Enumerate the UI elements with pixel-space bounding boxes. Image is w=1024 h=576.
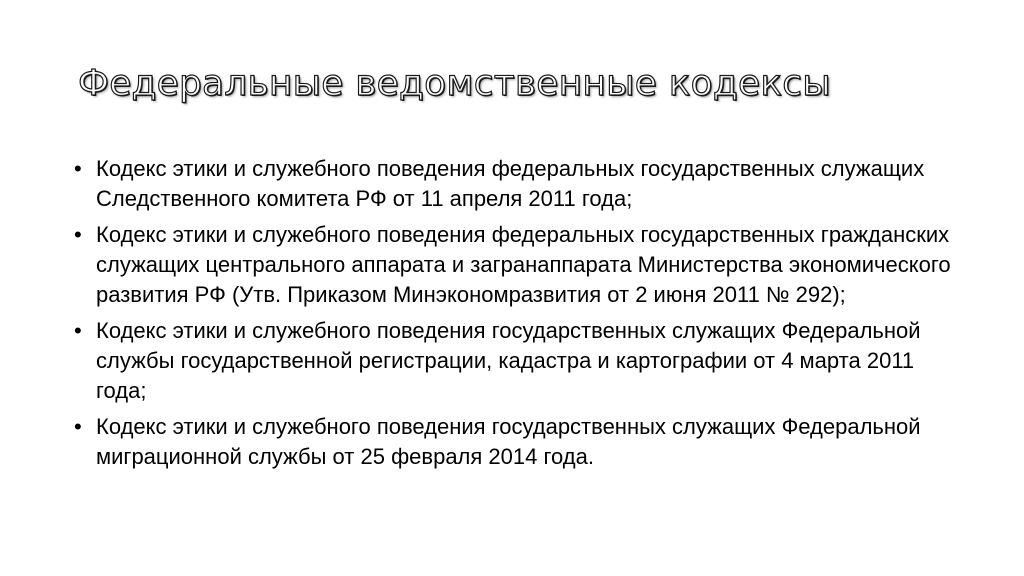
bullet-icon: • — [74, 414, 82, 439]
list-item-text: Кодекс этики и служебного поведения государственных служащих Федеральной миграционной службы от 25 февраля 2014 года. — [96, 414, 921, 469]
bullet-icon: • — [74, 222, 82, 247]
bullet-icon: • — [74, 156, 82, 181]
bullet-icon: • — [74, 318, 82, 343]
list-item-text: Кодекс этики и служебного поведения федеральных государственных служащих Следственного комитета РФ от 11 апреля 2011 года; — [96, 156, 925, 211]
list-item — [72, 154, 952, 214]
slide-title: Федеральные ведомственные кодексы — [78, 63, 831, 104]
bullet-list — [72, 154, 952, 478]
list-item — [72, 316, 952, 406]
list-item-text: Кодекс этики и служебного поведения государственных служащих Федеральной службы государственной регистрации, кадастра и картографии от 4 марта 2011 года; — [96, 318, 921, 403]
list-item — [72, 220, 952, 310]
list-item-text: Кодекс этики и служебного поведения федеральных государственных гражданских служащих центрального аппарата и загранаппарата Министерства экономического развития РФ (Утв. Приказом Минэкономразвития от 2 июня 2011 № 292); — [96, 222, 951, 307]
list-item — [72, 412, 952, 472]
